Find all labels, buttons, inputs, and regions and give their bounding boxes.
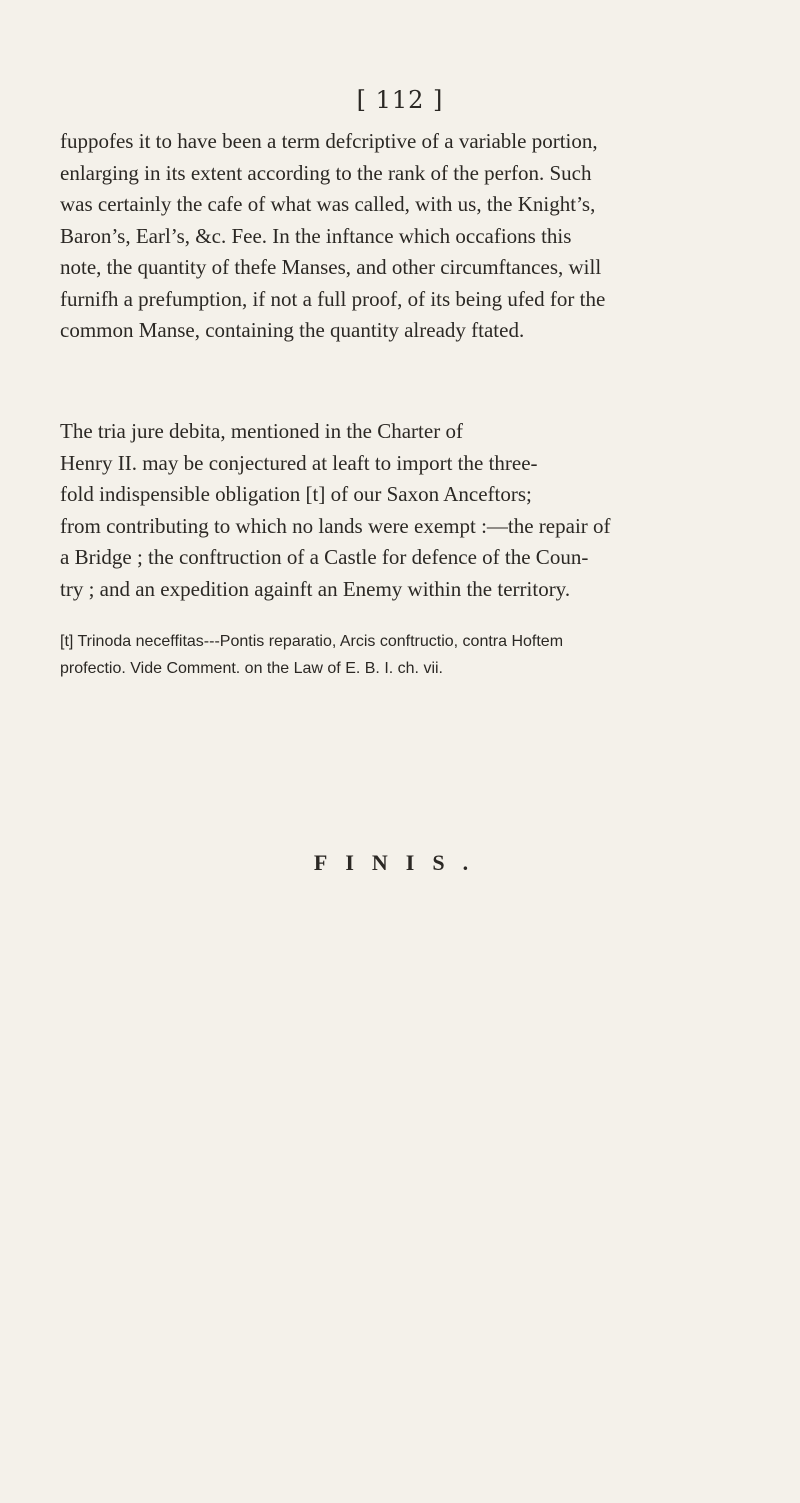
paragraph-1-line-3: was certainly the cafe of what was called, with us, the Knight’s,: [60, 192, 596, 216]
footnote-line-2: profectio. Vide Comment. on the Law of E. B. I. ch. vii.: [60, 660, 443, 677]
main-paragraph-2: [60, 416, 750, 605]
paragraph-1-line-2: enlarging in its extent according to the rank of the perfon. Such: [60, 160, 592, 185]
paragraph-2-line-6: try ; and an expedition againft an Enemy within the territory.: [60, 576, 571, 601]
paragraph-1-line-5: note, the quantity of thefe Manses, and other circumftances, will: [60, 255, 602, 279]
footnote: [60, 628, 750, 682]
paragraph-1-line-4: Baron’s, Earl’s, &c. Fee. In the inftance which occafions this: [60, 223, 572, 248]
paragraph-2-line-2: Henry II. may be conjectured at leaft to import the three-: [60, 450, 538, 475]
finis-heading: FINIS.: [313, 850, 487, 875]
paragraph-1-line-1: fuppofes it to have been a term defcriptive of a variable portion,: [60, 129, 598, 153]
paragraph-1-line-7: common Manse, containing the quantity already ftated.: [60, 318, 525, 342]
page-number: [ 112 ]: [356, 86, 444, 114]
footnote-line-1: [t] Trinoda neceffitas---Pontis reparatio, Arcis conftructio, contra Hoftem: [60, 633, 564, 650]
paragraph-2-line-1: The tria jure debita, mentioned in the Charter of: [60, 419, 463, 443]
paragraph-2-line-3: fold indispensible obligation [t] of our Saxon Anceftors;: [60, 482, 532, 506]
main-paragraph-1: [60, 126, 750, 347]
paragraph-1-line-6: furnifh a prefumption, if not a full proof, of its being ufed for the: [60, 286, 606, 311]
paragraph-2-line-5: a Bridge ; the conftruction of a Castle for defence of the Coun-: [60, 545, 589, 569]
paragraph-2-line-4: from contributing to which no lands were exempt :—the repair of: [60, 513, 611, 538]
